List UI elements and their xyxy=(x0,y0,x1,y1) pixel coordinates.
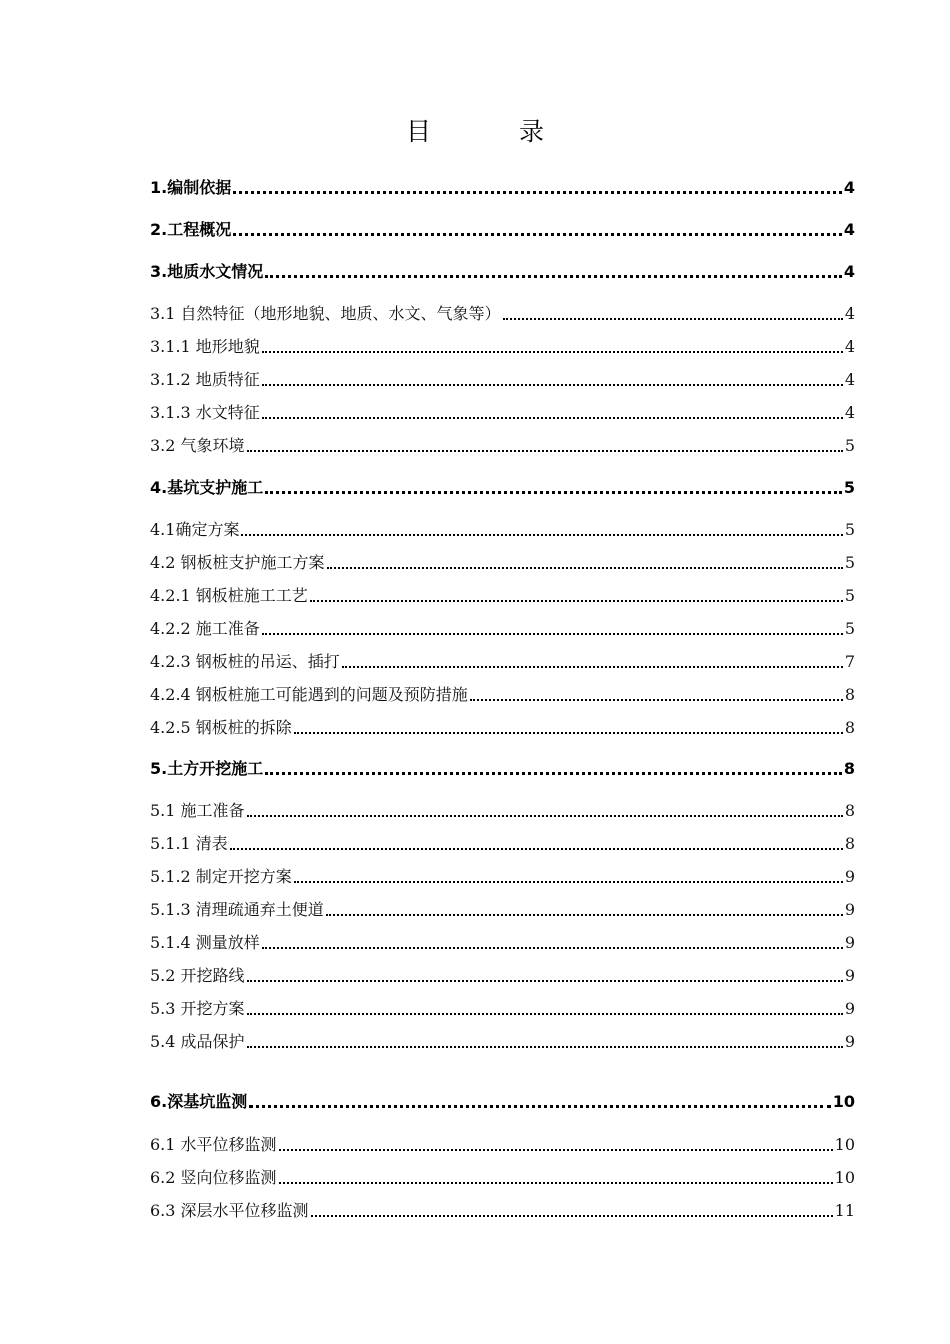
toc-entry-page-number: 5 xyxy=(844,619,855,638)
toc-entry-label: 5.1.4 测量放样 xyxy=(150,933,260,952)
toc-entry[interactable] xyxy=(150,710,855,738)
toc-entry[interactable] xyxy=(150,793,855,821)
toc-entry-label: 4.2.5 钢板桩的拆除 xyxy=(150,718,292,737)
dot-leader xyxy=(311,1215,833,1217)
toc-entry[interactable] xyxy=(150,428,855,456)
toc-entry-label: 4.2.3 钢板桩的吊运、插打 xyxy=(150,652,340,671)
dot-leader xyxy=(265,275,842,278)
toc-entry-page-number: 8 xyxy=(843,759,855,778)
toc-entry-label: 5.1.3 清理疏通弃土便道 xyxy=(150,900,324,919)
toc-entry-page-number: 8 xyxy=(844,801,855,820)
toc-entry-label: 5.1.1 清表 xyxy=(150,834,228,853)
dot-leader xyxy=(262,351,843,353)
toc-entry[interactable] xyxy=(150,254,855,282)
toc-entry-label: 4.2 钢板桩支护施工方案 xyxy=(150,553,325,572)
dot-leader xyxy=(503,318,843,320)
toc-entry[interactable] xyxy=(150,991,855,1019)
toc-entry-label: 6.3 深层水平位移监测 xyxy=(150,1201,309,1220)
toc-entry[interactable] xyxy=(150,578,855,606)
toc-entry-page-number: 9 xyxy=(844,900,855,919)
toc-entry-label: 5.3 开挖方案 xyxy=(150,999,245,1018)
toc-entry[interactable] xyxy=(150,1193,855,1221)
dot-leader xyxy=(249,1105,831,1108)
toc-entry-page-number: 10 xyxy=(834,1135,855,1154)
toc-entry-label: 1.编制依据 xyxy=(150,178,232,197)
toc-entry[interactable] xyxy=(150,1127,855,1155)
dot-leader xyxy=(265,491,842,494)
dot-leader xyxy=(265,772,842,775)
toc-entry[interactable] xyxy=(150,925,855,953)
toc-entry-label: 3.1 自然特征（地形地貌、地质、水文、气象等） xyxy=(150,304,501,323)
toc-entry-page-number: 4 xyxy=(844,370,855,389)
toc-entry[interactable] xyxy=(150,362,855,390)
dot-leader xyxy=(262,633,843,635)
toc-entry-page-number: 5 xyxy=(844,586,855,605)
toc-entry-label: 2.工程概况 xyxy=(150,220,232,239)
dot-leader xyxy=(247,450,843,452)
toc-entry-label: 6.1 水平位移监测 xyxy=(150,1135,277,1154)
toc-entry-page-number: 10 xyxy=(834,1168,855,1187)
dot-leader xyxy=(230,848,843,850)
dot-leader xyxy=(233,191,842,194)
toc-entry-page-number: 9 xyxy=(844,1032,855,1051)
toc-entry-label: 5.4 成品保护 xyxy=(150,1032,245,1051)
toc-entry-label: 4.基坑支护施工 xyxy=(150,478,264,497)
toc-entry-page-number: 9 xyxy=(844,966,855,985)
toc-entry[interactable] xyxy=(150,611,855,639)
toc-entry[interactable] xyxy=(150,470,855,498)
toc-entry-page-number: 5 xyxy=(844,520,855,539)
toc-entry-page-number: 4 xyxy=(843,262,855,281)
toc-entry[interactable] xyxy=(150,1160,855,1188)
dot-leader xyxy=(241,534,842,536)
toc-entry-label: 6.深基坑监测 xyxy=(150,1092,248,1111)
toc-entry-page-number: 5 xyxy=(844,553,855,572)
toc-entry-page-number: 10 xyxy=(832,1092,855,1111)
toc-entry-page-number: 7 xyxy=(844,652,855,671)
toc-entry[interactable] xyxy=(150,644,855,672)
toc-entry[interactable] xyxy=(150,329,855,357)
toc-entry-label: 4.2.2 施工准备 xyxy=(150,619,260,638)
toc-entry-page-number: 4 xyxy=(844,403,855,422)
toc-entry-label: 5.1.2 制定开挖方案 xyxy=(150,867,292,886)
toc-entry[interactable] xyxy=(150,170,855,198)
toc-entry-label: 3.2 气象环境 xyxy=(150,436,245,455)
dot-leader xyxy=(262,384,843,386)
dot-leader xyxy=(294,732,843,734)
toc-entry-label: 3.1.1 地形地貌 xyxy=(150,337,260,356)
toc-entry[interactable] xyxy=(150,1084,855,1112)
toc-entry[interactable] xyxy=(150,512,855,540)
dot-leader xyxy=(233,233,842,236)
toc-entry[interactable] xyxy=(150,751,855,779)
dot-leader xyxy=(247,1013,843,1015)
toc-entry-label: 4.1确定方案 xyxy=(150,520,240,539)
toc-entry[interactable] xyxy=(150,958,855,986)
dot-leader xyxy=(262,947,843,949)
dot-leader xyxy=(247,980,843,982)
toc-entry-page-number: 9 xyxy=(844,999,855,1018)
dot-leader xyxy=(262,417,843,419)
toc-entry-page-number: 9 xyxy=(844,867,855,886)
toc-entry-label: 3.1.2 地质特征 xyxy=(150,370,260,389)
toc-entry-page-number: 11 xyxy=(834,1201,855,1220)
toc-entry-label: 4.2.4 钢板桩施工可能遇到的问题及预防措施 xyxy=(150,685,468,704)
toc-entry-page-number: 4 xyxy=(844,304,855,323)
toc-entry-label: 3.1.3 水文特征 xyxy=(150,403,260,422)
dot-leader xyxy=(294,881,843,883)
page-title: 目 录 xyxy=(406,117,584,146)
toc-entry[interactable] xyxy=(150,395,855,423)
toc-entry-page-number: 8 xyxy=(844,718,855,737)
toc-entry[interactable] xyxy=(150,545,855,573)
toc-entry-label: 5.1 施工准备 xyxy=(150,801,245,820)
dot-leader xyxy=(342,666,843,668)
toc-entry-label: 3.地质水文情况 xyxy=(150,262,264,281)
toc-entry[interactable] xyxy=(150,892,855,920)
toc-entry-page-number: 4 xyxy=(843,178,855,197)
toc-entry[interactable] xyxy=(150,212,855,240)
toc-entry[interactable] xyxy=(150,677,855,705)
dot-leader xyxy=(279,1149,833,1151)
toc-entry[interactable] xyxy=(150,296,855,324)
toc-entry-page-number: 8 xyxy=(844,685,855,704)
toc-entry-page-number: 4 xyxy=(843,220,855,239)
toc-entry-label: 6.2 竖向位移监测 xyxy=(150,1168,277,1187)
dot-leader xyxy=(327,567,843,569)
toc-entry-label: 4.2.1 钢板桩施工工艺 xyxy=(150,586,308,605)
dot-leader xyxy=(310,600,843,602)
toc-entry-page-number: 8 xyxy=(844,834,855,853)
toc-entry-page-number: 5 xyxy=(844,436,855,455)
dot-leader xyxy=(247,1046,843,1048)
toc-entry-page-number: 4 xyxy=(844,337,855,356)
toc-entry-label: 5.土方开挖施工 xyxy=(150,759,264,778)
toc-entry-page-number: 9 xyxy=(844,933,855,952)
dot-leader xyxy=(247,815,843,817)
toc-entry[interactable] xyxy=(150,826,855,854)
toc-entry-label: 5.2 开挖路线 xyxy=(150,966,245,985)
dot-leader xyxy=(279,1182,833,1184)
toc-entry-page-number: 5 xyxy=(843,478,855,497)
dot-leader xyxy=(470,699,843,701)
toc-entry[interactable] xyxy=(150,859,855,887)
dot-leader xyxy=(326,914,843,916)
toc-entry[interactable] xyxy=(150,1024,855,1052)
